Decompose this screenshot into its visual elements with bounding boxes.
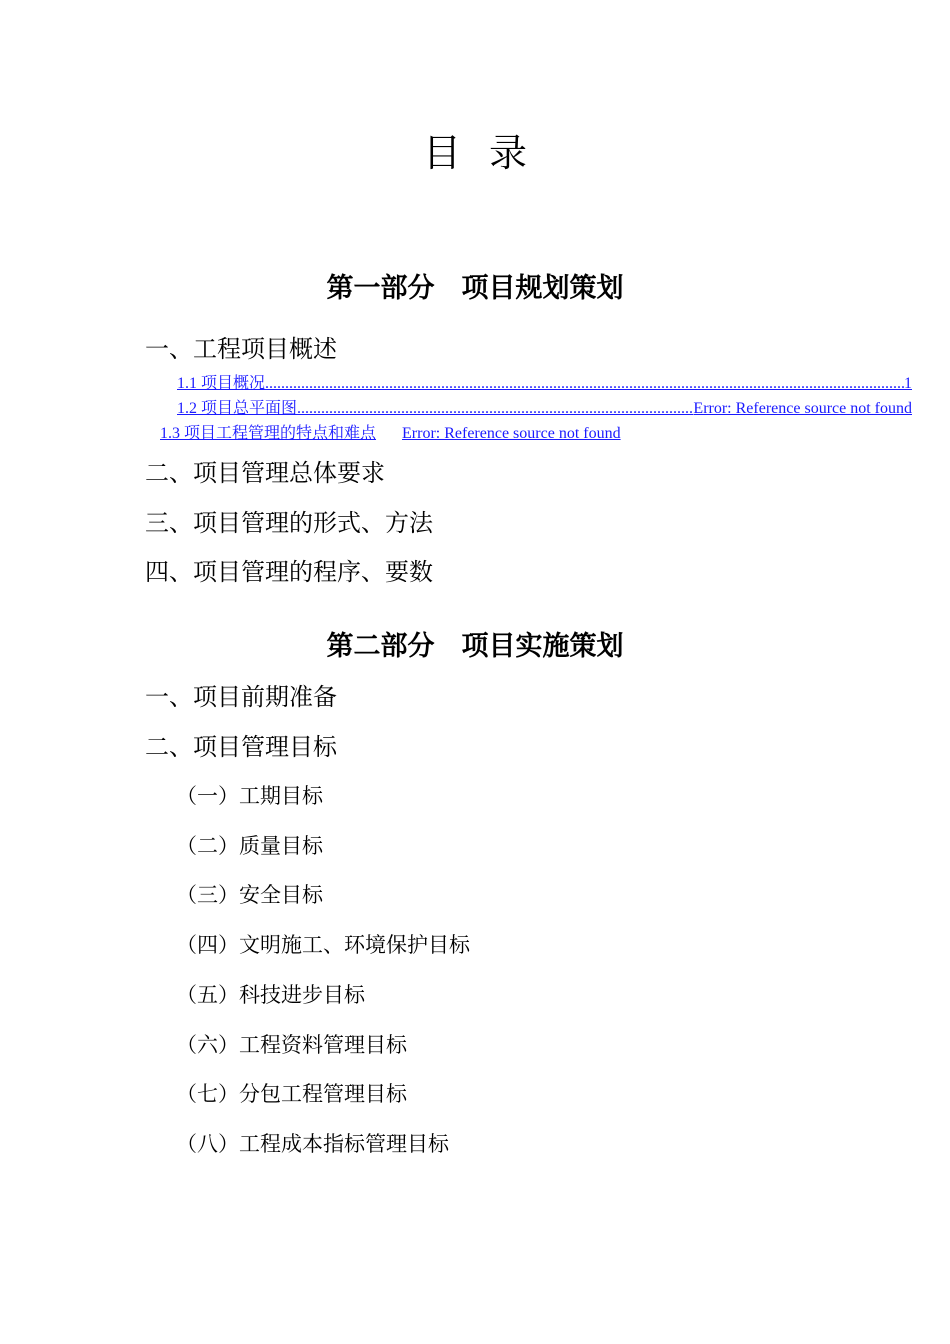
toc-link-1-3[interactable] (160, 424, 621, 444)
part1-heading: 第一部分 项目规划策划 (326, 273, 624, 304)
section-item: 二、项目管理目标 (145, 733, 337, 761)
part2-heading: 第二部分 项目实施策划 (326, 631, 624, 662)
toc-link-page: 1 (904, 375, 912, 392)
toc-leader-dots (265, 374, 904, 394)
section-item: 二、项目管理总体要求 (145, 459, 385, 487)
subsection-item: （五）科技进步目标 (176, 983, 365, 1007)
section-item: 一、工程项目概述 (145, 335, 337, 363)
toc-link-label: 1.3 项目工程管理的特点和难点 (160, 425, 377, 442)
section-item: 一、项目前期准备 (145, 683, 337, 711)
toc-title: 目录 (422, 131, 555, 175)
subsection-item: （一）工期目标 (176, 784, 323, 808)
toc-link-1-1[interactable] (177, 374, 912, 394)
toc-link-page: Error: Reference source not found (402, 425, 621, 442)
subsection-item: （八）工程成本指标管理目标 (176, 1132, 449, 1156)
toc-link-1-2[interactable] (177, 399, 912, 419)
toc-leader-dots (297, 399, 693, 419)
subsection-item: （三）安全目标 (176, 883, 323, 907)
subsection-item: （七）分包工程管理目标 (176, 1082, 407, 1106)
subsection-item: （六）工程资料管理目标 (176, 1033, 407, 1057)
subsection-item: （四）文明施工、环境保护目标 (176, 933, 470, 957)
toc-link-label: 1.1 项目概况 (177, 375, 266, 392)
section-item: 四、项目管理的程序、要数 (145, 558, 433, 586)
section-item: 三、项目管理的形式、方法 (145, 509, 433, 537)
toc-link-label: 1.2 项目总平面图 (177, 400, 298, 417)
subsection-item: （二）质量目标 (176, 834, 323, 858)
toc-link-page: Error: Reference source not found (693, 400, 912, 417)
